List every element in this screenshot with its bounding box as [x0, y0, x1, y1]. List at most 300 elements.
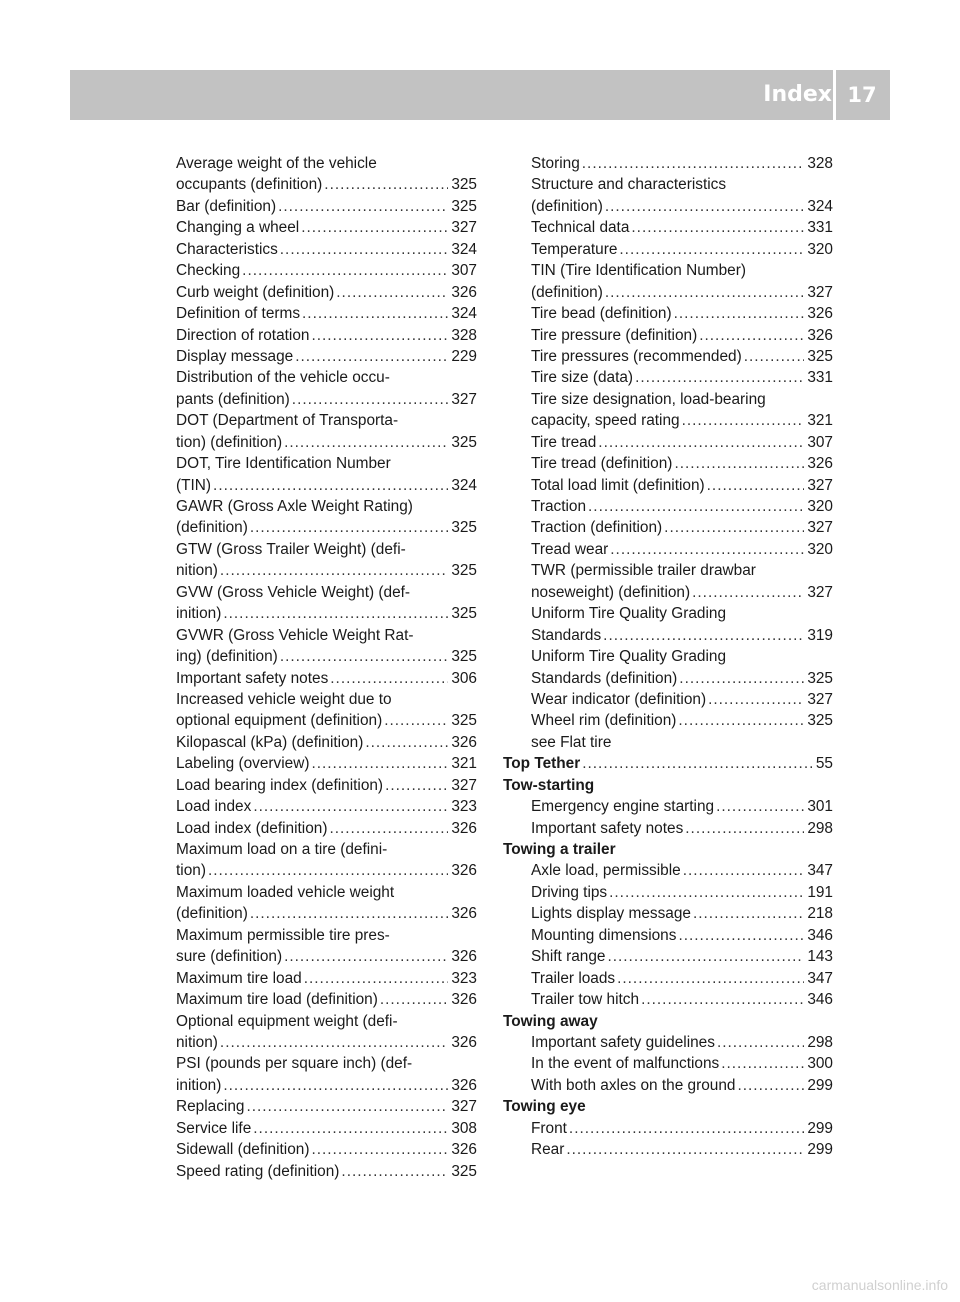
- watermark: carmanualsonline.info: [811, 1277, 948, 1293]
- index-entry: [176, 818, 477, 839]
- entry-label: Axle load, permissible: [531, 862, 681, 880]
- entry-label: (definition): [176, 905, 248, 923]
- entry-label: Standards: [531, 626, 602, 644]
- entry-row: [176, 560, 477, 581]
- entry-line: [176, 625, 477, 646]
- entry-label: sure (definition): [176, 948, 283, 966]
- entry-row: [503, 410, 833, 431]
- entry-label: GTW (Gross Trailer Weight) (defi-: [176, 540, 406, 558]
- page-ref: 218: [807, 905, 833, 923]
- entry-row: [503, 239, 833, 260]
- entry-row: [176, 860, 477, 881]
- entry-label: Front: [531, 1119, 567, 1137]
- entry-row: [176, 260, 477, 281]
- index-entry: [503, 453, 833, 474]
- index-entry: [503, 303, 833, 324]
- entry-line: [176, 539, 477, 560]
- entry-row: [503, 325, 833, 346]
- dot-leader: [744, 346, 805, 367]
- dot-leader: [721, 1053, 804, 1074]
- heading-label: Towing away: [503, 1012, 598, 1030]
- page-ref: 299: [807, 1076, 833, 1094]
- dot-leader: [330, 668, 448, 689]
- page-ref: 331: [807, 219, 833, 237]
- index-entry: [176, 303, 477, 324]
- dot-leader: [674, 453, 804, 474]
- dot-leader: [302, 303, 448, 324]
- dot-leader: [278, 196, 448, 217]
- page-ref: 346: [807, 926, 833, 944]
- index-entry: [176, 1096, 477, 1117]
- entry-row: [176, 1032, 477, 1053]
- entry-line: [176, 1053, 477, 1074]
- dot-leader: [295, 346, 448, 367]
- entry-row: [176, 1096, 477, 1117]
- index-entry: [503, 1075, 833, 1096]
- page-ref: 308: [451, 1119, 477, 1137]
- page-ref: 325: [451, 197, 477, 215]
- dot-leader: [220, 560, 448, 581]
- entry-row: [503, 367, 833, 388]
- index-entry: [503, 367, 833, 388]
- index-entry: [503, 346, 833, 367]
- entry-line: [176, 582, 477, 603]
- index-entry: [176, 582, 477, 625]
- entry-row: [503, 860, 833, 881]
- page-ref: 327: [807, 283, 833, 301]
- page-ref: 326: [451, 1033, 477, 1051]
- entry-label: Important safety notes: [531, 819, 684, 837]
- entry-line: [503, 603, 833, 624]
- entry-row: [503, 539, 833, 560]
- entry-row: [503, 153, 833, 174]
- entry-label: Technical data: [531, 219, 630, 237]
- index-entry: [176, 625, 477, 668]
- dot-leader: [737, 1075, 804, 1096]
- entry-row: [176, 303, 477, 324]
- dot-leader: [598, 432, 804, 453]
- index-entry: [176, 239, 477, 260]
- dot-leader: [664, 517, 804, 538]
- entry-label: Tire size designation, load-bearing: [531, 390, 766, 408]
- page-ref: 327: [451, 390, 477, 408]
- page-ref: 324: [451, 240, 477, 258]
- dot-leader: [301, 217, 448, 238]
- index-entry: [176, 882, 477, 925]
- entry-label: Maximum load on a tire (defini-: [176, 841, 388, 858]
- index-entry: [176, 367, 477, 410]
- page-ref: 346: [807, 991, 833, 1009]
- index-entry: [503, 475, 833, 496]
- page-ref: 320: [807, 498, 833, 515]
- dot-leader: [692, 582, 804, 603]
- entry-label: Important safety notes: [176, 669, 329, 687]
- dot-leader: [220, 1032, 448, 1053]
- entry-row: [176, 1161, 477, 1182]
- dot-leader: [223, 1075, 448, 1096]
- page-ref: 328: [807, 155, 833, 172]
- index-entry: [176, 1011, 477, 1054]
- dot-leader: [280, 646, 449, 667]
- index-entry: [503, 860, 833, 881]
- header-divider: [833, 70, 836, 120]
- entry-row: [176, 710, 477, 731]
- dot-leader: [250, 517, 448, 538]
- dot-leader: [631, 217, 804, 238]
- entry-label: Standards (definition): [531, 669, 678, 687]
- page-ref: 327: [451, 219, 477, 237]
- page-ref: 299: [807, 1141, 833, 1159]
- entry-label: Tire tread: [531, 433, 597, 451]
- index-entry: [176, 689, 477, 732]
- entry-label: GVW (Gross Vehicle Weight) (def-: [176, 583, 411, 601]
- page-number: 17: [847, 83, 877, 107]
- entry-label: (TIN): [176, 476, 212, 494]
- entry-line: [176, 1011, 477, 1032]
- dot-leader: [610, 539, 804, 560]
- page-ref: 307: [451, 262, 477, 280]
- index-entry: [176, 539, 477, 582]
- entry-label: Tread wear: [531, 540, 609, 558]
- entry-line: [176, 689, 477, 710]
- index-entry: [176, 1139, 477, 1160]
- entry-label: Important safety guidelines: [531, 1033, 715, 1051]
- entry-label: Curb weight (definition): [176, 283, 335, 301]
- entry-label: Maximum tire load: [176, 969, 302, 987]
- index-entry: [503, 389, 833, 432]
- index-entry: [176, 453, 477, 496]
- index-entry: [176, 753, 477, 774]
- page-ref: 325: [451, 1162, 477, 1180]
- entry-label: DOT, Tire Identification Number: [176, 455, 391, 473]
- dot-leader: [693, 903, 804, 924]
- page-ref: 306: [451, 669, 477, 687]
- page-ref: 325: [451, 605, 477, 623]
- dot-leader: [679, 668, 804, 689]
- entry-label: PSI (pounds per square inch) (def-: [176, 1055, 413, 1073]
- entry-row: [503, 903, 833, 924]
- page-ref: 324: [451, 476, 477, 494]
- dot-leader: [311, 325, 448, 346]
- dot-leader: [605, 196, 804, 217]
- page-ref: 307: [807, 433, 833, 451]
- entry-label: optional equipment (definition): [176, 712, 383, 730]
- page-ref: 326: [451, 283, 477, 301]
- index-entry: [503, 325, 833, 346]
- entry-row: [503, 1118, 833, 1139]
- entry-row: [503, 453, 833, 474]
- entry-label: Replacing: [176, 1098, 245, 1116]
- index-entry: [176, 217, 477, 238]
- entry-label: Driving tips: [531, 883, 608, 901]
- entry-label: Temperature: [531, 240, 618, 258]
- page-ref: 325: [451, 433, 477, 451]
- page-ref: 325: [807, 669, 833, 687]
- page-ref: 327: [807, 690, 833, 708]
- entry-row: [503, 1139, 833, 1160]
- entry-label: Trailer tow hitch: [531, 991, 640, 1009]
- entry-label: With both axles on the ground: [531, 1076, 736, 1094]
- dot-leader: [678, 925, 804, 946]
- page-ref: 324: [451, 305, 477, 323]
- page-ref: 326: [451, 733, 477, 751]
- entry-label: Load index: [176, 798, 252, 816]
- index-entry: [503, 496, 833, 517]
- entry-label: Rear: [531, 1141, 565, 1159]
- entry-row: [176, 775, 477, 796]
- entry-label: Maximum loaded vehicle weight: [176, 883, 395, 901]
- dot-leader: [569, 1118, 804, 1139]
- entry-row: [503, 196, 833, 217]
- page-ref: 298: [807, 819, 833, 837]
- index-entry: [176, 968, 477, 989]
- dot-leader: [304, 968, 449, 989]
- dot-leader: [683, 860, 805, 881]
- entry-label: In the event of malfunctions: [531, 1055, 720, 1073]
- entry-row: [503, 517, 833, 538]
- dot-leader: [242, 260, 448, 281]
- page-ref: 326: [807, 326, 833, 344]
- dot-leader: [250, 903, 448, 924]
- entry-row: [176, 732, 477, 753]
- dot-leader: [246, 1096, 448, 1117]
- entry-label: DOT (Department of Transporta-: [176, 412, 399, 430]
- index-entry: [176, 1161, 477, 1182]
- dot-leader: [253, 796, 448, 817]
- entry-row: [176, 989, 477, 1010]
- entry-row: [176, 217, 477, 238]
- page-ref: 229: [451, 347, 477, 365]
- entry-row: [503, 432, 833, 453]
- dot-leader: [635, 367, 804, 388]
- entry-label: Emergency engine starting: [531, 798, 715, 816]
- page-ref: 325: [451, 712, 477, 730]
- entry-label: TIN (Tire Identification Number): [531, 262, 746, 280]
- entry-row: [176, 346, 477, 367]
- entry-line: [503, 646, 833, 667]
- entry-label: Trailer loads: [531, 969, 616, 987]
- page-ref: 323: [451, 798, 477, 816]
- entry-row: [176, 796, 477, 817]
- entry-label: noseweight) (definition): [531, 583, 691, 601]
- entry-row: [503, 1032, 833, 1053]
- entry-label: Average weight of the vehicle: [176, 155, 377, 172]
- dot-leader: [380, 989, 448, 1010]
- index-entry: [503, 1053, 833, 1074]
- dot-leader: [253, 1118, 448, 1139]
- entry-label: Wear indicator (definition): [531, 690, 707, 708]
- entry-line: [503, 389, 833, 410]
- entry-label: Increased vehicle weight due to: [176, 690, 392, 708]
- entry-label: Tire size (data): [531, 369, 634, 387]
- dot-leader: [716, 796, 804, 817]
- heading-label: Tow-starting: [503, 776, 595, 794]
- see-reference: see Flat tire: [531, 733, 612, 751]
- dot-leader: [603, 625, 804, 646]
- entry-row: [176, 1118, 477, 1139]
- dot-leader: [707, 475, 805, 496]
- entry-row: [176, 325, 477, 346]
- entry-label: GVWR (Gross Vehicle Weight Rat-: [176, 626, 414, 644]
- page-ref: 326: [451, 948, 477, 966]
- entry-label: GAWR (Gross Axle Weight Rating): [176, 498, 413, 515]
- entry-row: [503, 496, 833, 517]
- index-entry: [503, 1118, 833, 1139]
- page-ref: 327: [807, 583, 833, 601]
- dot-leader: [329, 818, 448, 839]
- index-entry: [176, 796, 477, 817]
- entry-label: Maximum permissible tire pres-: [176, 926, 390, 944]
- entry-label: nition): [176, 1033, 218, 1051]
- entry-label: inition): [176, 605, 222, 623]
- page-ref: 143: [807, 948, 833, 966]
- page-ref: 298: [807, 1033, 833, 1051]
- index-entry: [503, 603, 833, 646]
- dot-leader: [617, 968, 804, 989]
- entry-row: [176, 196, 477, 217]
- entry-line: [176, 153, 477, 174]
- dot-leader: [311, 753, 448, 774]
- dot-leader: [582, 753, 813, 774]
- section-title: Index: [763, 82, 832, 107]
- entry-row: [503, 925, 833, 946]
- page-ref: 331: [807, 369, 833, 387]
- index-entry: [503, 239, 833, 260]
- index-entry: [176, 346, 477, 367]
- entry-label: Speed rating (definition): [176, 1162, 340, 1180]
- index-heading: [503, 775, 833, 796]
- index-entry: [503, 989, 833, 1010]
- entry-label: occupants (definition): [176, 176, 323, 194]
- entry-label: Wheel rim (definition): [531, 712, 677, 730]
- index-entry: [176, 925, 477, 968]
- dot-leader: [674, 303, 805, 324]
- entry-row: [176, 239, 477, 260]
- dot-leader: [208, 860, 448, 881]
- page-ref: 325: [451, 519, 477, 537]
- index-entry: [176, 410, 477, 453]
- dot-leader: [384, 710, 448, 731]
- entry-row: [176, 818, 477, 839]
- page-ref: 328: [451, 326, 477, 344]
- entry-row: [503, 710, 833, 731]
- page-ref: 327: [807, 519, 833, 537]
- dot-leader: [682, 410, 805, 431]
- entry-line: [176, 839, 477, 860]
- page-ref: 327: [451, 776, 477, 794]
- entry-row: [503, 1053, 833, 1074]
- page-ref: 326: [451, 1076, 477, 1094]
- index-heading: [503, 1011, 833, 1032]
- entry-label: capacity, speed rating: [531, 412, 680, 430]
- dot-leader: [678, 710, 804, 731]
- index-entry: [176, 196, 477, 217]
- entry-row: [176, 1139, 477, 1160]
- index-entry: [503, 903, 833, 924]
- dot-leader: [336, 282, 448, 303]
- entry-row: [503, 625, 833, 646]
- page-ref: 325: [451, 562, 477, 580]
- page-ref: 299: [807, 1119, 833, 1137]
- page-ref: 327: [807, 476, 833, 494]
- dot-leader: [284, 946, 448, 967]
- dot-leader: [641, 989, 804, 1010]
- index-column-right: [503, 153, 833, 1161]
- entry-row: [503, 796, 833, 817]
- index-entry: [176, 282, 477, 303]
- entry-label: Total load limit (definition): [531, 476, 705, 494]
- index-entry: [176, 989, 477, 1010]
- entry-line: [176, 925, 477, 946]
- entry-line: [503, 260, 833, 281]
- entry-label: Sidewall (definition): [176, 1141, 310, 1159]
- page-ref: 319: [807, 626, 833, 644]
- dot-leader: [284, 432, 448, 453]
- entry-label: Checking: [176, 262, 241, 280]
- entry-label: Optional equipment weight (defi-: [176, 1012, 398, 1030]
- entry-row: [176, 517, 477, 538]
- entry-row: [176, 475, 477, 496]
- entry-label: Shift range: [531, 948, 606, 966]
- entry-row: [503, 968, 833, 989]
- entry-label: ing) (definition): [176, 648, 278, 666]
- index-entry: [503, 174, 833, 217]
- index-entry: [503, 560, 833, 603]
- entry-label: Maximum tire load (definition): [176, 991, 378, 1009]
- entry-label: Uniform Tire Quality Grading: [531, 648, 727, 666]
- entry-line: [176, 410, 477, 431]
- entry-row: [503, 818, 833, 839]
- page-ref: 325: [807, 347, 833, 365]
- index-entry: [503, 710, 833, 731]
- index-entry: [503, 1139, 833, 1160]
- dot-leader: [385, 775, 448, 796]
- index-entry: [176, 732, 477, 753]
- page-ref: 323: [451, 969, 477, 987]
- entry-row: [503, 303, 833, 324]
- page-ref: 321: [451, 755, 477, 773]
- entry-label: Traction (definition): [531, 519, 663, 537]
- entry-row: [503, 882, 833, 903]
- entry-row: [176, 668, 477, 689]
- index-entry: [503, 925, 833, 946]
- entry-label: Changing a wheel: [176, 219, 300, 237]
- entry-row: [176, 646, 477, 667]
- index-entry: [503, 689, 833, 710]
- index-entry: [503, 217, 833, 238]
- entry-label: tion): [176, 862, 206, 880]
- entry-row: [503, 668, 833, 689]
- dot-leader: [607, 946, 804, 967]
- entry-label: Characteristics: [176, 240, 278, 258]
- index-entry: [503, 968, 833, 989]
- entry-label: Definition of terms: [176, 305, 301, 323]
- index-entry: [503, 260, 833, 303]
- entry-label: Storing: [531, 155, 580, 172]
- entry-label: Lights display message: [531, 905, 691, 923]
- heading-label: Towing a trailer: [503, 841, 616, 858]
- index-entry: [503, 432, 833, 453]
- heading-label: Top Tether: [503, 755, 581, 773]
- index-entry: [176, 668, 477, 689]
- entry-row: [176, 968, 477, 989]
- index-heading: [503, 1096, 833, 1117]
- entry-label: Service life: [176, 1119, 252, 1137]
- index-entry: [503, 646, 833, 689]
- entry-label: Tire tread (definition): [531, 455, 673, 473]
- index-entry: [176, 775, 477, 796]
- page-ref: 326: [451, 819, 477, 837]
